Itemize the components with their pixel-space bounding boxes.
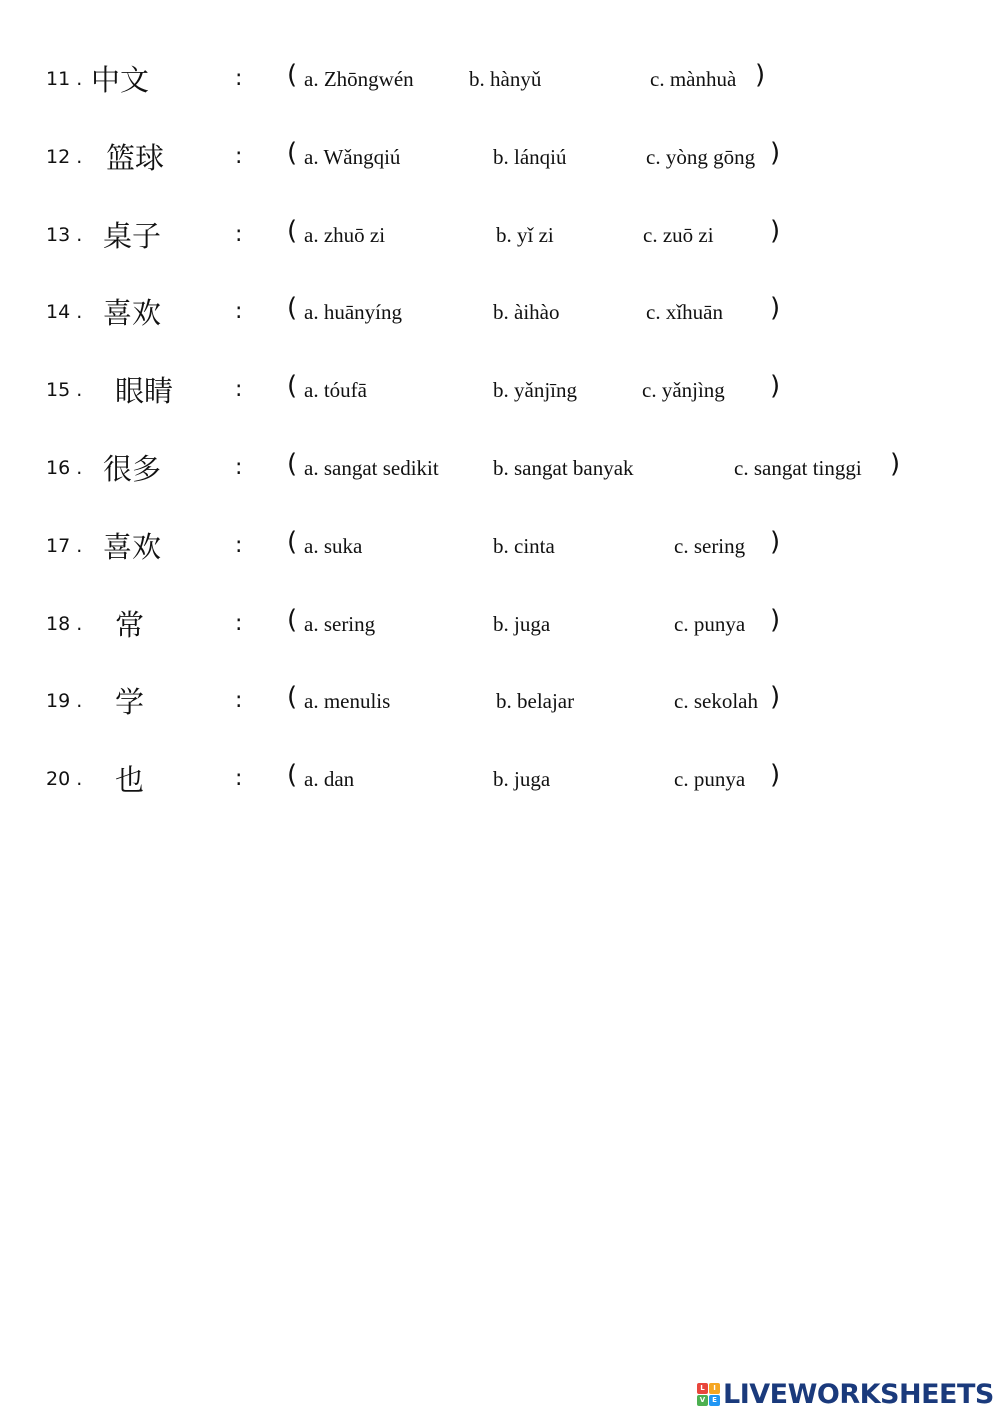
open-parenthesis: ( xyxy=(287,216,298,246)
question-row xyxy=(0,369,1000,409)
brand-icon-tile: V xyxy=(697,1395,708,1406)
colon: : xyxy=(235,222,243,247)
chinese-word: 喜欢 xyxy=(103,296,162,330)
option-c[interactable]: c. punya xyxy=(674,767,746,791)
option-a[interactable]: a. Wǎngqiú xyxy=(304,145,401,169)
option-c[interactable]: c. yòng gōng xyxy=(646,145,756,169)
colon: : xyxy=(235,455,243,480)
colon: : xyxy=(235,377,243,402)
option-b[interactable]: b. cinta xyxy=(493,534,555,558)
close-parenthesis: ) xyxy=(770,760,781,790)
colon: : xyxy=(235,766,243,791)
close-parenthesis: ) xyxy=(770,682,781,712)
question-row xyxy=(0,525,1000,565)
chinese-word: 篮球 xyxy=(106,141,165,175)
close-parenthesis: ) xyxy=(755,60,766,90)
option-c[interactable]: c. mànhuà xyxy=(650,67,737,91)
option-b[interactable]: b. yǎnjīng xyxy=(493,378,577,402)
option-c[interactable]: c. sekolah xyxy=(674,689,758,713)
option-c[interactable]: c. punya xyxy=(674,612,746,636)
option-b[interactable]: b. hànyǔ xyxy=(469,67,542,91)
open-parenthesis: ( xyxy=(287,682,298,712)
option-a[interactable]: a. suka xyxy=(304,534,363,558)
option-c[interactable]: c. xǐhuān xyxy=(646,300,723,324)
open-parenthesis: ( xyxy=(287,293,298,323)
question-row xyxy=(0,291,1000,331)
question-number: 18 . xyxy=(46,613,83,635)
option-a[interactable]: a. zhuō zi xyxy=(304,223,386,247)
option-b[interactable]: b. belajar xyxy=(496,689,575,713)
question-number: 16 . xyxy=(46,457,83,479)
colon: : xyxy=(235,144,243,169)
brand-icon-tile: I xyxy=(709,1383,720,1394)
option-b[interactable]: b. sangat banyak xyxy=(493,456,634,480)
chinese-word: 学 xyxy=(115,685,145,719)
option-a[interactable]: a. huānyíng xyxy=(304,300,402,324)
question-number: 19 . xyxy=(46,690,83,712)
close-parenthesis: ) xyxy=(770,605,781,635)
liveworksheets-logo xyxy=(697,1377,994,1411)
question-number: 14 . xyxy=(46,301,83,323)
question-row xyxy=(0,58,1000,98)
brand-icon-tile: L xyxy=(697,1383,708,1394)
option-b[interactable]: b. àihào xyxy=(493,300,560,324)
option-a[interactable]: a. sangat sedikit xyxy=(304,456,439,480)
question-row xyxy=(0,758,1000,798)
option-a[interactable]: a. sering xyxy=(304,612,376,636)
question-row xyxy=(0,136,1000,176)
colon: : xyxy=(235,299,243,324)
option-b[interactable]: b. lánqiú xyxy=(493,145,567,169)
close-parenthesis: ) xyxy=(770,138,781,168)
chinese-word: 很多 xyxy=(103,452,162,486)
open-parenthesis: ( xyxy=(287,527,298,557)
brand-name: LIVEWORKSHEETS xyxy=(723,1378,994,1410)
option-a[interactable]: a. Zhōngwén xyxy=(304,67,414,91)
question-row xyxy=(0,680,1000,720)
open-parenthesis: ( xyxy=(287,60,298,90)
option-c[interactable]: c. yǎnjìng xyxy=(642,378,725,402)
colon: : xyxy=(235,66,243,91)
question-row xyxy=(0,214,1000,254)
option-b[interactable]: b. juga xyxy=(493,767,551,791)
question-row xyxy=(0,603,1000,643)
option-c[interactable]: c. sering xyxy=(674,534,746,558)
chinese-word: 常 xyxy=(115,608,145,642)
chinese-word: 眼睛 xyxy=(115,374,174,408)
chinese-word: 也 xyxy=(115,763,145,797)
colon: : xyxy=(235,611,243,636)
open-parenthesis: ( xyxy=(287,138,298,168)
open-parenthesis: ( xyxy=(287,371,298,401)
close-parenthesis: ) xyxy=(890,449,901,479)
brand-icon xyxy=(697,1383,720,1406)
brand-icon-tile: E xyxy=(709,1395,720,1406)
open-parenthesis: ( xyxy=(287,760,298,790)
option-c[interactable]: c. zuō zi xyxy=(643,223,714,247)
chinese-word: 桌子 xyxy=(103,219,162,253)
option-c[interactable]: c. sangat tinggi xyxy=(734,456,862,480)
close-parenthesis: ) xyxy=(770,371,781,401)
close-parenthesis: ) xyxy=(770,216,781,246)
option-a[interactable]: a. tóufā xyxy=(304,378,367,402)
option-b[interactable]: b. juga xyxy=(493,612,551,636)
open-parenthesis: ( xyxy=(287,449,298,479)
question-number: 11 . xyxy=(46,68,83,90)
option-b[interactable]: b. yǐ zi xyxy=(496,223,554,247)
chinese-word: 中文 xyxy=(91,63,150,97)
question-number: 20 . xyxy=(46,768,83,790)
colon: : xyxy=(235,533,243,558)
question-row xyxy=(0,447,1000,487)
option-a[interactable]: a. menulis xyxy=(304,689,391,713)
close-parenthesis: ) xyxy=(770,527,781,557)
close-parenthesis: ) xyxy=(770,293,781,323)
question-number: 13 . xyxy=(46,224,83,246)
colon: : xyxy=(235,688,243,713)
chinese-word: 喜欢 xyxy=(103,530,162,564)
open-parenthesis: ( xyxy=(287,605,298,635)
question-number: 17 . xyxy=(46,535,83,557)
question-number: 12 . xyxy=(46,146,83,168)
question-number: 15 . xyxy=(46,379,83,401)
option-a[interactable]: a. dan xyxy=(304,767,355,791)
